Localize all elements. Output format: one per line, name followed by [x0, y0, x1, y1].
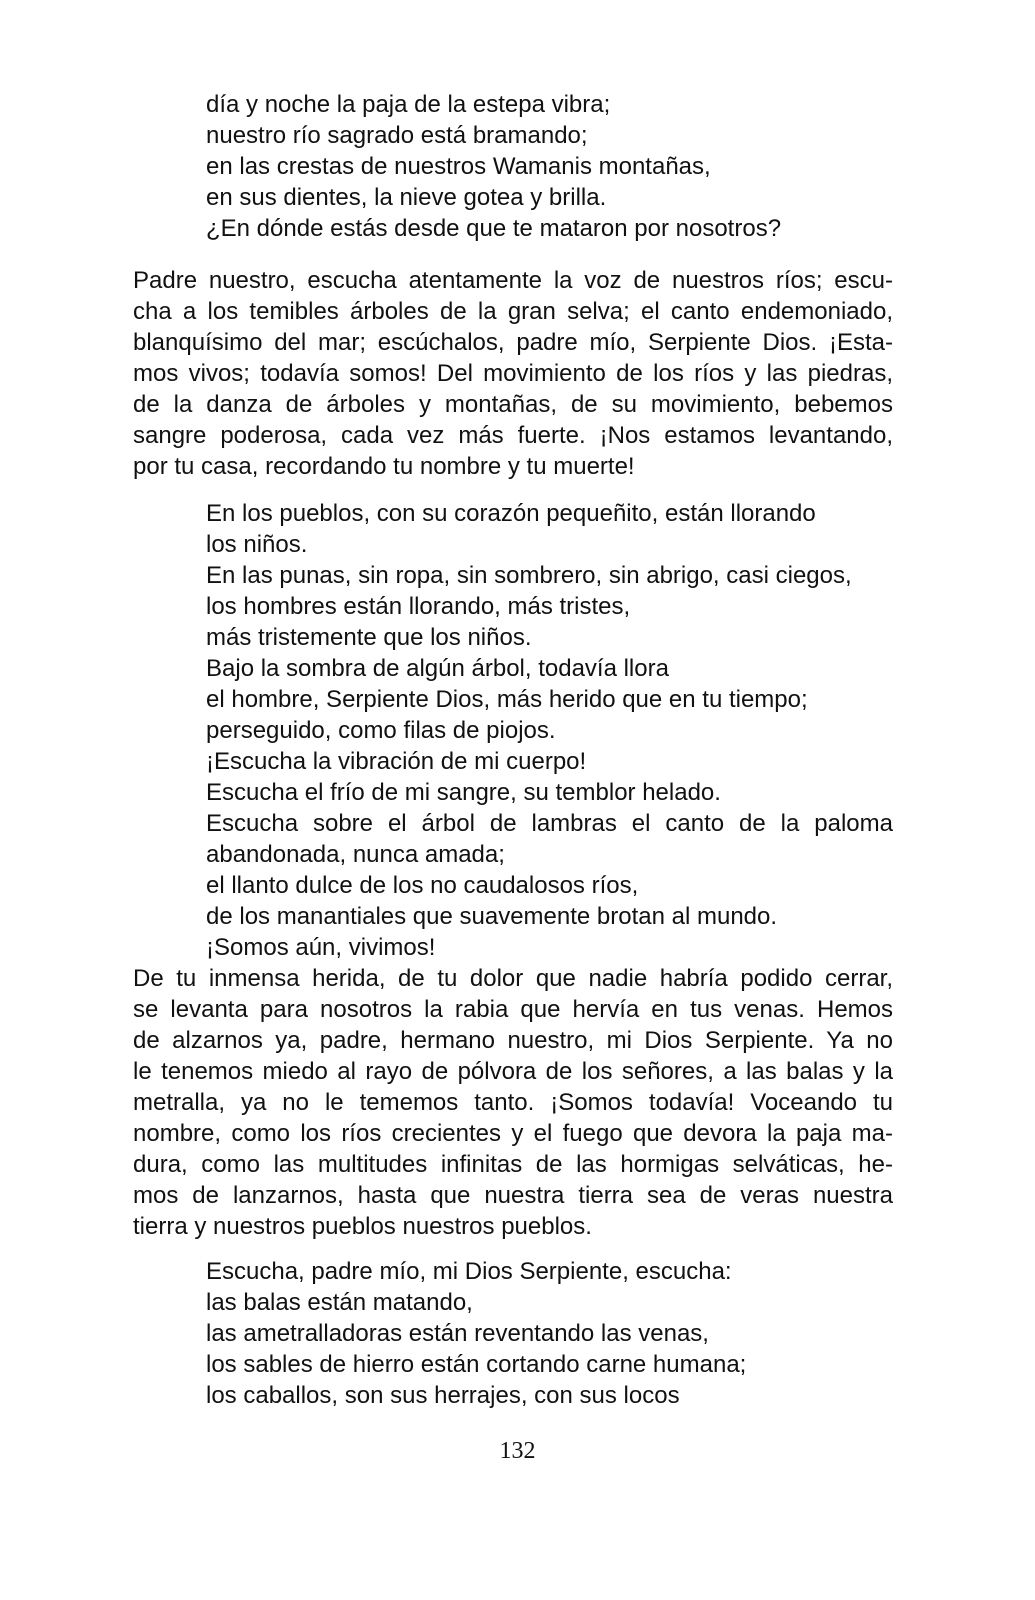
- prose-line: por tu casa, recordando tu nombre y tu muerte!: [133, 453, 635, 480]
- verse-line: Escucha, padre mío, mi Dios Serpiente, escucha:: [206, 1258, 732, 1285]
- verse-line: Escucha el frío de mi sangre, su temblor helado.: [206, 779, 721, 806]
- verse-line: ¡Somos aún, vivimos!: [206, 934, 436, 961]
- verse-line: En los pueblos, con su corazón pequeñito, están llorando: [206, 500, 816, 527]
- paragraph-2: [133, 963, 893, 1242]
- verse-line: en las crestas de nuestros Wamanis montañas,: [206, 153, 711, 180]
- stanza-1: [133, 89, 893, 244]
- prose-line: de alzarnos ya, padre, hermano nuestro, mi Dios Serpiente. Ya no: [133, 1027, 893, 1054]
- prose-line: metralla, ya no le tememos tanto. ¡Somos todavía! Voceando tu: [133, 1089, 893, 1116]
- verse-line: los hombres están llorando, más tristes,: [206, 593, 631, 620]
- prose-line: blanquísimo del mar; escúchalos, padre mío, Serpiente Dios. ¡Esta-: [133, 329, 893, 356]
- stanza-3: [133, 1256, 893, 1411]
- verse-line: las balas están matando,: [206, 1289, 473, 1316]
- prose-line: cha a los temibles árboles de la gran selva; el canto endemoniado,: [133, 298, 893, 325]
- verse-line: perseguido, como filas de piojos.: [206, 717, 556, 744]
- prose-line: de la danza de árboles y montañas, de su movimiento, bebemos: [133, 391, 893, 418]
- verse-line: Bajo la sombra de algún árbol, todavía llora: [206, 655, 669, 682]
- stanza-2: [133, 498, 893, 963]
- prose-line: le tenemos miedo al rayo de pólvora de los señores, a las balas y la: [133, 1058, 893, 1085]
- verse-line: abandonada, nunca amada;: [206, 841, 505, 868]
- verse-line: día y noche la paja de la estepa vibra;: [206, 91, 611, 118]
- verse-line: ¿En dónde estás desde que te mataron por nosotros?: [206, 215, 782, 242]
- verse-line: de los manantiales que suavemente brotan al mundo.: [206, 903, 778, 930]
- verse-line: En las punas, sin ropa, sin sombrero, sin abrigo, casi ciegos,: [206, 562, 852, 589]
- prose-line: mos vivos; todavía somos! Del movimiento de los ríos y las piedras,: [133, 360, 893, 387]
- verse-line: en sus dientes, la nieve gotea y brilla.: [206, 184, 607, 211]
- prose-line: De tu inmensa herida, de tu dolor que nadie habría podido cerrar,: [133, 965, 893, 992]
- prose-line: Padre nuestro, escucha atentamente la voz de nuestros ríos; escu-: [133, 267, 893, 294]
- prose-line: nombre, como los ríos crecientes y el fuego que devora la paja ma-: [133, 1120, 893, 1147]
- verse-line: el hombre, Serpiente Dios, más herido que en tu tiempo;: [206, 686, 808, 713]
- prose-line: mos de lanzarnos, hasta que nuestra tierra sea de veras nuestra: [133, 1182, 893, 1209]
- verse-line: ¡Escucha la vibración de mi cuerpo!: [206, 748, 587, 775]
- verse-line: el llanto dulce de los no caudalosos ríos,: [206, 872, 639, 899]
- paragraph-1: [133, 265, 893, 482]
- verse-line: Escucha sobre el árbol de lambras el canto de la paloma: [206, 810, 893, 837]
- prose-line: dura, como las multitudes infinitas de las hormigas selváticas, he-: [133, 1151, 893, 1178]
- verse-line: los sables de hierro están cortando carne humana;: [206, 1351, 747, 1378]
- verse-line: más tristemente que los niños.: [206, 624, 532, 651]
- verse-line: las ametralladoras están reventando las venas,: [206, 1320, 709, 1347]
- prose-line: tierra y nuestros pueblos nuestros pueblos.: [133, 1213, 592, 1240]
- prose-line: sangre poderosa, cada vez más fuerte. ¡Nos estamos levantando,: [133, 422, 893, 449]
- verse-line: los niños.: [206, 531, 308, 558]
- verse-line: los caballos, son sus herrajes, con sus locos: [206, 1382, 680, 1409]
- page-number: 132: [499, 1438, 536, 1464]
- prose-line: se levanta para nosotros la rabia que hervía en tus venas. Hemos: [133, 996, 893, 1023]
- verse-line: nuestro río sagrado está bramando;: [206, 122, 588, 149]
